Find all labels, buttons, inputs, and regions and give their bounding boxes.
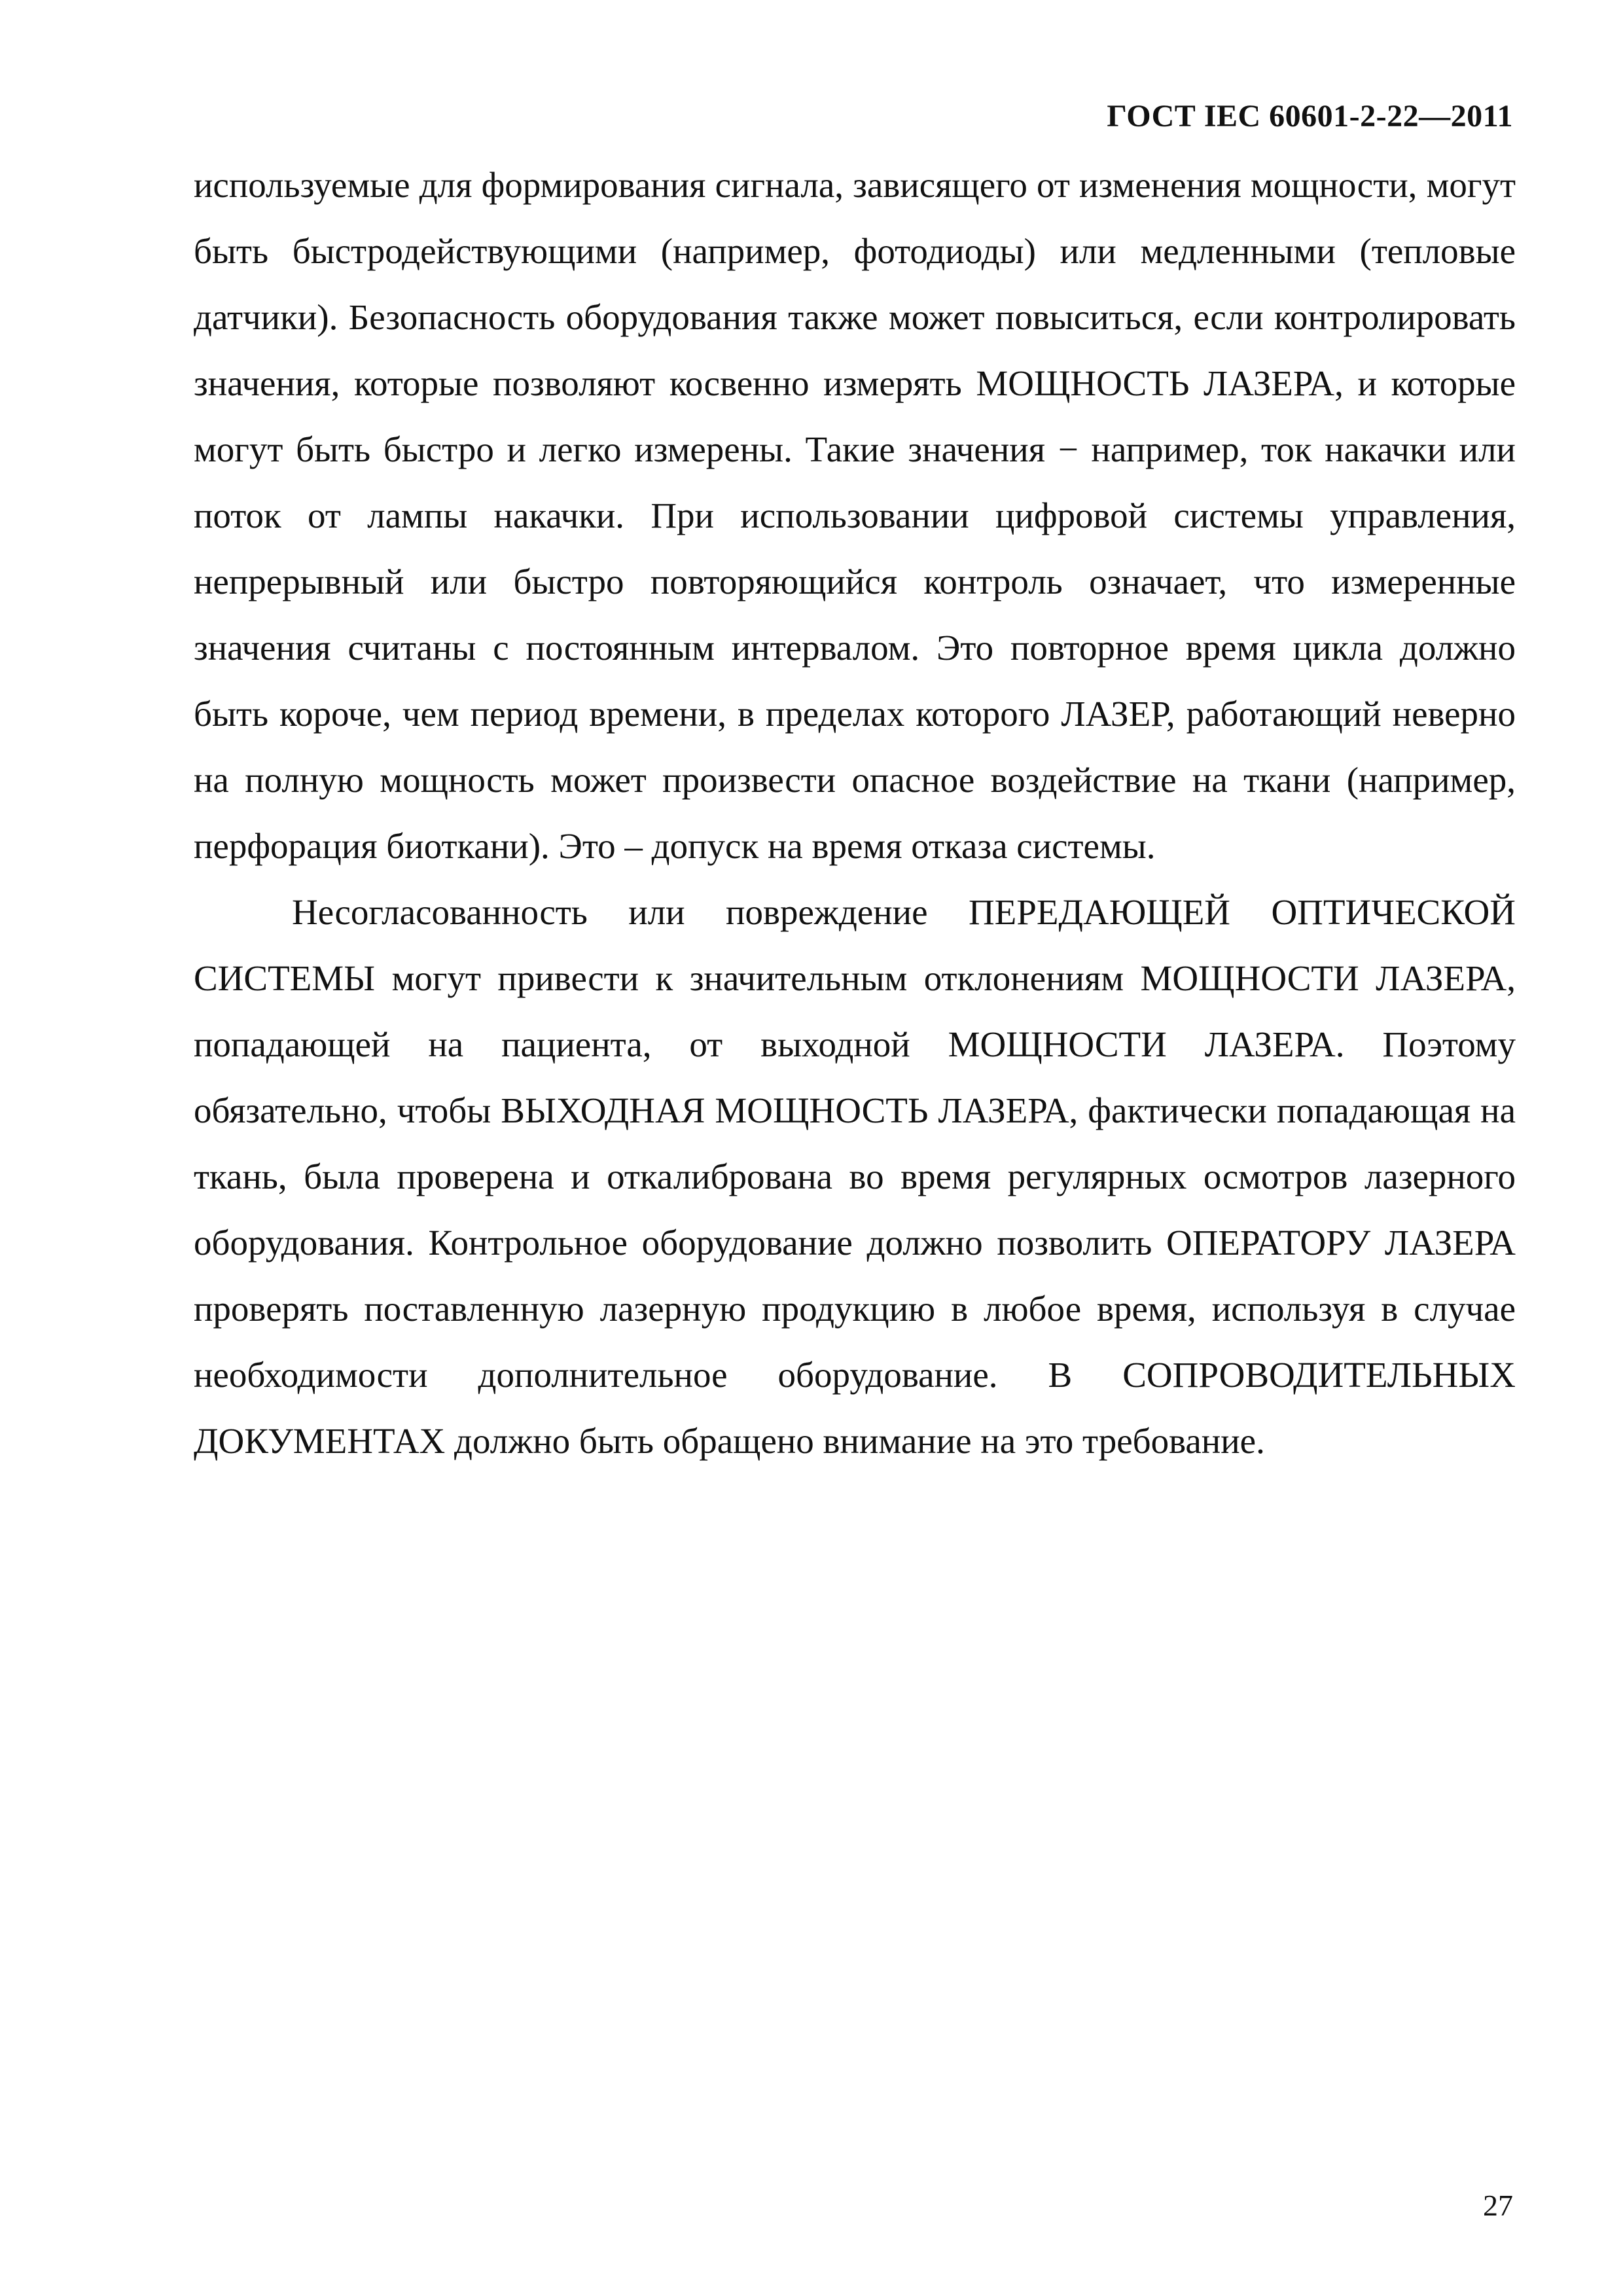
- page-number: 27: [1483, 2189, 1513, 2222]
- paragraph-optical-system: Несогласованность или повреждение ПЕРЕДАЮЩЕЙ ОПТИЧЕСКОЙ СИСТЕМЫ могут привести к значительным отклонениям МОЩНОСТИ ЛАЗЕРА, попадающей на пациента, от выходной МОЩНОСТИ ЛАЗЕРА. Поэтому обязательно, чтобы ВЫХОДНАЯ МОЩНОСТЬ ЛАЗЕРА, фактически попадающая на ткань, была проверена и откалибрована во время регулярных осмотров лазерного оборудования. Контрольное оборудование должно позволить ОПЕРАТОРУ ЛАЗЕРА проверять поставленную лазерную продукцию в любое время, используя в случае необходимости дополнительное оборудование. В СОПРОВОДИТЕЛЬНЫХ ДОКУМЕНТАХ должно быть обращено внимание на это требование.: [194, 892, 1516, 1461]
- body-text: [194, 152, 1516, 1474]
- paragraph-continuation: используемые для формирования сигнала, зависящего от изменения мощности, могут быть быстродействующими (например, фотодиоды) или медленными (тепловые датчики). Безопасность оборудования также может повыситься, если контролировать значения, которые позволяют косвенно измерять МОЩНОСТЬ ЛАЗЕРА, и которые могут быть быстро и легко измерены. Такие значения − например, ток накачки или поток от лампы накачки. При использовании цифровой системы управления, непрерывный или быстро повторяющийся контроль означает, что измеренные значения считаны с постоянным интервалом. Это повторное время цикла должно быть короче, чем период времени, в пределах которого ЛАЗЕР, работающий неверно на полную мощность может произвести опасное воздействие на ткани (например, перфорация биоткани). Это – допуск на время отказа системы.: [194, 165, 1516, 866]
- standard-code-header: ГОСТ IEC 60601-2-22—2011: [1107, 99, 1513, 134]
